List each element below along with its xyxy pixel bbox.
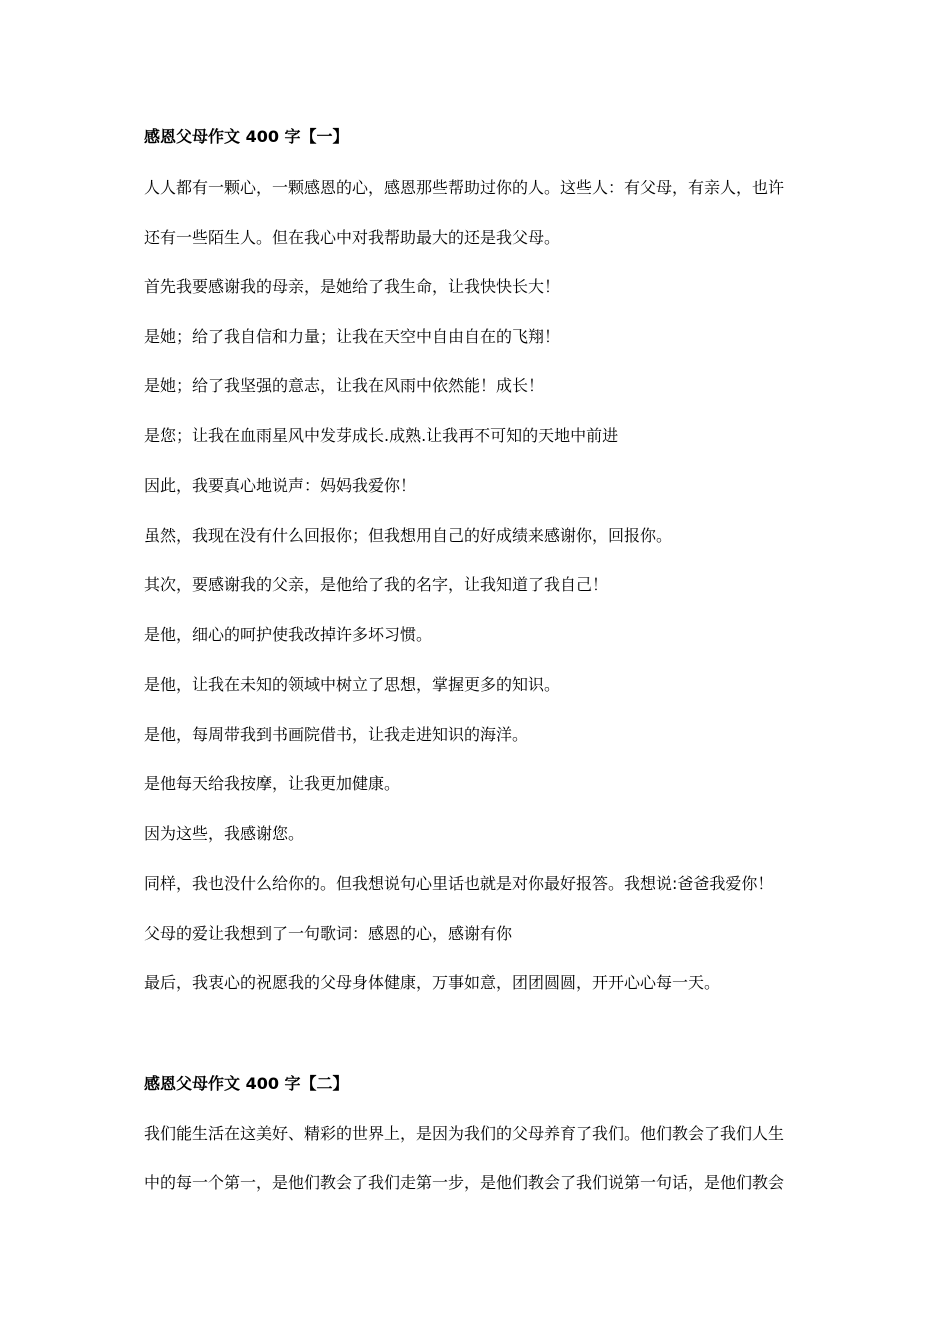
section-1-line-17: 最后，我衷心的祝愿我的父母身体健康，万事如意，团团圆圆，开开心心每一天。 <box>144 973 721 992</box>
section-1-line-11: 是他，让我在未知的领域中树立了思想，掌握更多的知识。 <box>144 675 561 694</box>
section-1-line-4: 是她；给了我自信和力量；让我在天空中自由自在的飞翔！ <box>144 327 561 346</box>
section-1-line-3: 首先我要感谢我的母亲，是她给了我生命，让我快快长大！ <box>144 277 561 296</box>
section-1-line-7: 因此，我要真心地说声：妈妈我爱你！ <box>144 476 417 495</box>
section-2-title: 感恩父母作文 400 字【二】 <box>144 1074 349 1093</box>
section-1-line-10: 是他，细心的呵护使我改掉许多坏习惯。 <box>144 625 433 644</box>
section-1-line-16: 父母的爱让我想到了一句歌词：感恩的心，感谢有你 <box>144 924 513 943</box>
section-1-title: 感恩父母作文 400 字【一】 <box>144 127 349 146</box>
section-1-line-5: 是她；给了我坚强的意志，让我在风雨中依然能！成长！ <box>144 376 545 395</box>
section-1-line-13: 是他每天给我按摩，让我更加健康。 <box>144 774 401 793</box>
section-1-line-6: 是您；让我在血雨星风中发芽成长.成熟.让我再不可知的天地中前进 <box>144 426 619 445</box>
section-1-line-8: 虽然，我现在没有什么回报你；但我想用自己的好成绩来感谢你，回报你。 <box>144 526 673 545</box>
section-2-line-2: 中的每一个第一，是他们教会了我们走第一步，是他们教会了我们说第一句话，是他们教会 <box>144 1173 785 1192</box>
section-1-line-1: 人人都有一颗心，一颗感恩的心，感恩那些帮助过你的人。这些人：有父母，有亲人，也许 <box>144 178 785 197</box>
section-1-line-9: 其次，要感谢我的父亲，是他给了我的名字，让我知道了我自己！ <box>144 575 609 594</box>
section-1-line-15: 同样，我也没什么给你的。但我想说句心里话也就是对你最好报答。我想说:爸爸我爱你！ <box>144 874 774 893</box>
section-1-line-2: 还有一些陌生人。但在我心中对我帮助最大的还是我父母。 <box>144 228 561 247</box>
section-2-line-1: 我们能生活在这美好、精彩的世界上，是因为我们的父母养育了我们。他们教会了我们人生 <box>144 1124 785 1143</box>
section-1-line-12: 是他，每周带我到书画院借书，让我走进知识的海洋。 <box>144 725 529 744</box>
section-1-line-14: 因为这些，我感谢您。 <box>144 824 305 843</box>
